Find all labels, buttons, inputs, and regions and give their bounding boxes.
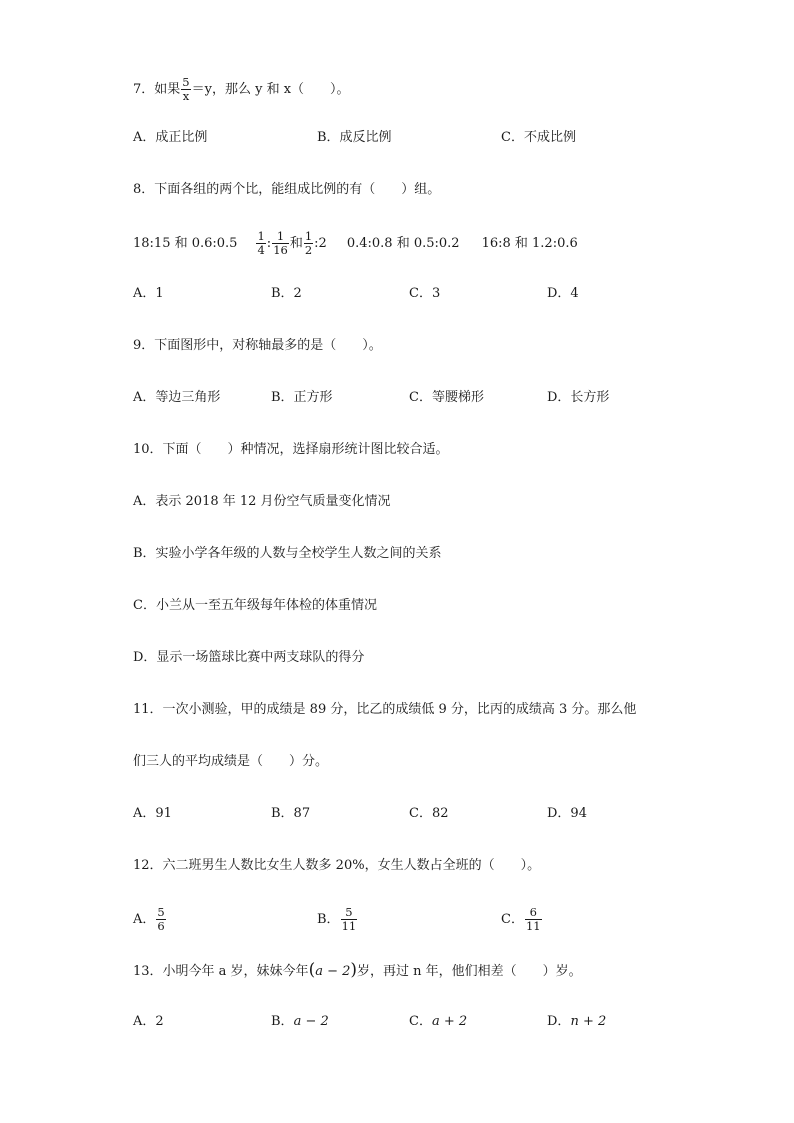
q12-option-a-fraction <box>156 906 165 933</box>
question-10: 10．下面（ ）种情况，选择扇形统计图比较合适。 <box>133 442 449 457</box>
q13-option-c-text: a + 2 <box>431 1014 468 1029</box>
q13-option-a-label: A． <box>133 1014 156 1029</box>
frac-num: 6 <box>525 906 542 920</box>
q12-option-b[interactable] <box>317 906 358 933</box>
q8-frac-num: 1 <box>272 230 289 244</box>
q13-close-paren: ) <box>350 960 358 980</box>
q13-option-d-text: n + 2 <box>570 1014 607 1029</box>
q8-fraction <box>272 230 289 257</box>
q10-option-b[interactable]: B．实验小学各年级的人数与全校学生人数之间的关系 <box>133 546 442 561</box>
q13-open-paren: ( <box>308 960 316 980</box>
q7-prefix: 7．如果 <box>133 82 181 97</box>
frac-num: 5 <box>341 906 358 920</box>
q8-ratio-groups <box>133 230 578 257</box>
q10-option-c[interactable]: C．小兰从一至五年级每年体检的体重情况 <box>133 598 377 613</box>
q13-option-d[interactable] <box>547 1012 606 1032</box>
q8-colon: : <box>266 236 272 251</box>
question-11-line-2: 们三人的平均成绩是（ ）分。 <box>133 754 329 769</box>
q8-fraction <box>256 230 265 257</box>
q9-option-d[interactable]: D．长方形 <box>547 390 610 405</box>
q9-option-a[interactable]: A．等边三角形 <box>133 390 221 405</box>
q9-option-b[interactable]: B．正方形 <box>271 390 333 405</box>
q8-and: 和 <box>289 236 303 251</box>
q13-expression: a − 2 <box>315 964 351 979</box>
frac-den: 11 <box>341 919 357 933</box>
q11-option-c[interactable]: C．82 <box>409 806 449 821</box>
q13-option-d-label: D． <box>547 1014 571 1029</box>
frac-den: 6 <box>157 919 165 933</box>
q8-option-c[interactable]: C．3 <box>409 286 441 301</box>
q11-option-a[interactable]: A．91 <box>133 806 172 821</box>
q7-option-b[interactable]: B．成反比例 <box>317 130 392 145</box>
question-7 <box>133 76 350 103</box>
question-13 <box>133 960 582 982</box>
q8-frac-den: 4 <box>257 243 265 257</box>
q13-option-a[interactable] <box>133 1012 164 1032</box>
q8-frac-num: 1 <box>257 229 265 243</box>
question-9: 9．下面图形中，对称轴最多的是（ ）。 <box>133 338 382 353</box>
question-8: 8．下面各组的两个比，能组成比例的有（ ）组。 <box>133 182 441 197</box>
q7-option-a[interactable]: A．成正比例 <box>133 130 208 145</box>
q13-option-c-label: C． <box>409 1014 432 1029</box>
q8-tail: :2 <box>314 236 327 251</box>
q8-frac-den: 2 <box>304 243 313 257</box>
q13-option-b-text: a − 2 <box>293 1014 329 1029</box>
q11-option-b[interactable]: B．87 <box>271 806 311 821</box>
q13-option-b-label: B． <box>271 1014 294 1029</box>
q12-option-b-fraction <box>341 906 358 933</box>
q12-option-c-label: C． <box>501 912 524 927</box>
q10-option-d[interactable]: D．显示一场篮球比赛中两支球队的得分 <box>133 650 365 665</box>
q12-option-c-fraction <box>525 906 542 933</box>
q13-option-c[interactable] <box>409 1012 467 1032</box>
frac-den: 11 <box>525 919 541 933</box>
q13-suffix: 岁，再过 n 年，他们相差（ ）岁。 <box>357 964 582 979</box>
q8-option-d[interactable]: D．4 <box>547 286 579 301</box>
q12-option-a-label: A． <box>133 912 156 927</box>
q8-group-4: 16:8 和 1.2:0.6 <box>481 236 578 251</box>
q12-option-a[interactable] <box>133 906 167 933</box>
q8-group-1: 18:15 和 0.6:0.5 <box>133 236 238 251</box>
q8-fraction <box>304 230 313 257</box>
q8-option-b[interactable]: B．2 <box>271 286 302 301</box>
q10-option-a[interactable]: A．表示 2018 年 12 月份空气质量变化情况 <box>133 494 391 509</box>
q8-group-3: 0.4:0.8 和 0.5:0.2 <box>346 236 460 251</box>
q12-option-b-label: B． <box>317 912 340 927</box>
q8-group-2 <box>255 229 327 257</box>
q11-option-d[interactable]: D．94 <box>547 806 587 821</box>
q7-option-c[interactable]: C．不成比例 <box>501 130 576 145</box>
q7-frac-num: 5 <box>182 75 190 89</box>
q7-fraction <box>181 76 190 103</box>
q7-frac-den: x <box>182 89 190 103</box>
question-12: 12．六二班男生人数比女生人数多 20%，女生人数占全班的（ ）。 <box>133 858 541 873</box>
q13-option-b[interactable] <box>271 1012 329 1032</box>
question-11-line-1: 11．一次小测验，甲的成绩是 89 分，比乙的成绩低 9 分，比丙的成绩高 3 分。那么他 <box>133 702 637 717</box>
q12-option-c[interactable] <box>501 906 543 933</box>
q8-frac-num: 1 <box>304 229 313 243</box>
q8-frac-den: 16 <box>273 243 288 257</box>
frac-num: 5 <box>157 905 165 919</box>
q13-option-a-text: 2 <box>155 1014 164 1029</box>
q9-option-c[interactable]: C．等腰梯形 <box>409 390 484 405</box>
q13-prefix: 13．小明今年 a 岁，妹妹今年 <box>133 964 309 979</box>
q7-suffix: ＝y，那么 y 和 x（ ）。 <box>191 82 350 97</box>
q8-option-a[interactable]: A．1 <box>133 286 164 301</box>
